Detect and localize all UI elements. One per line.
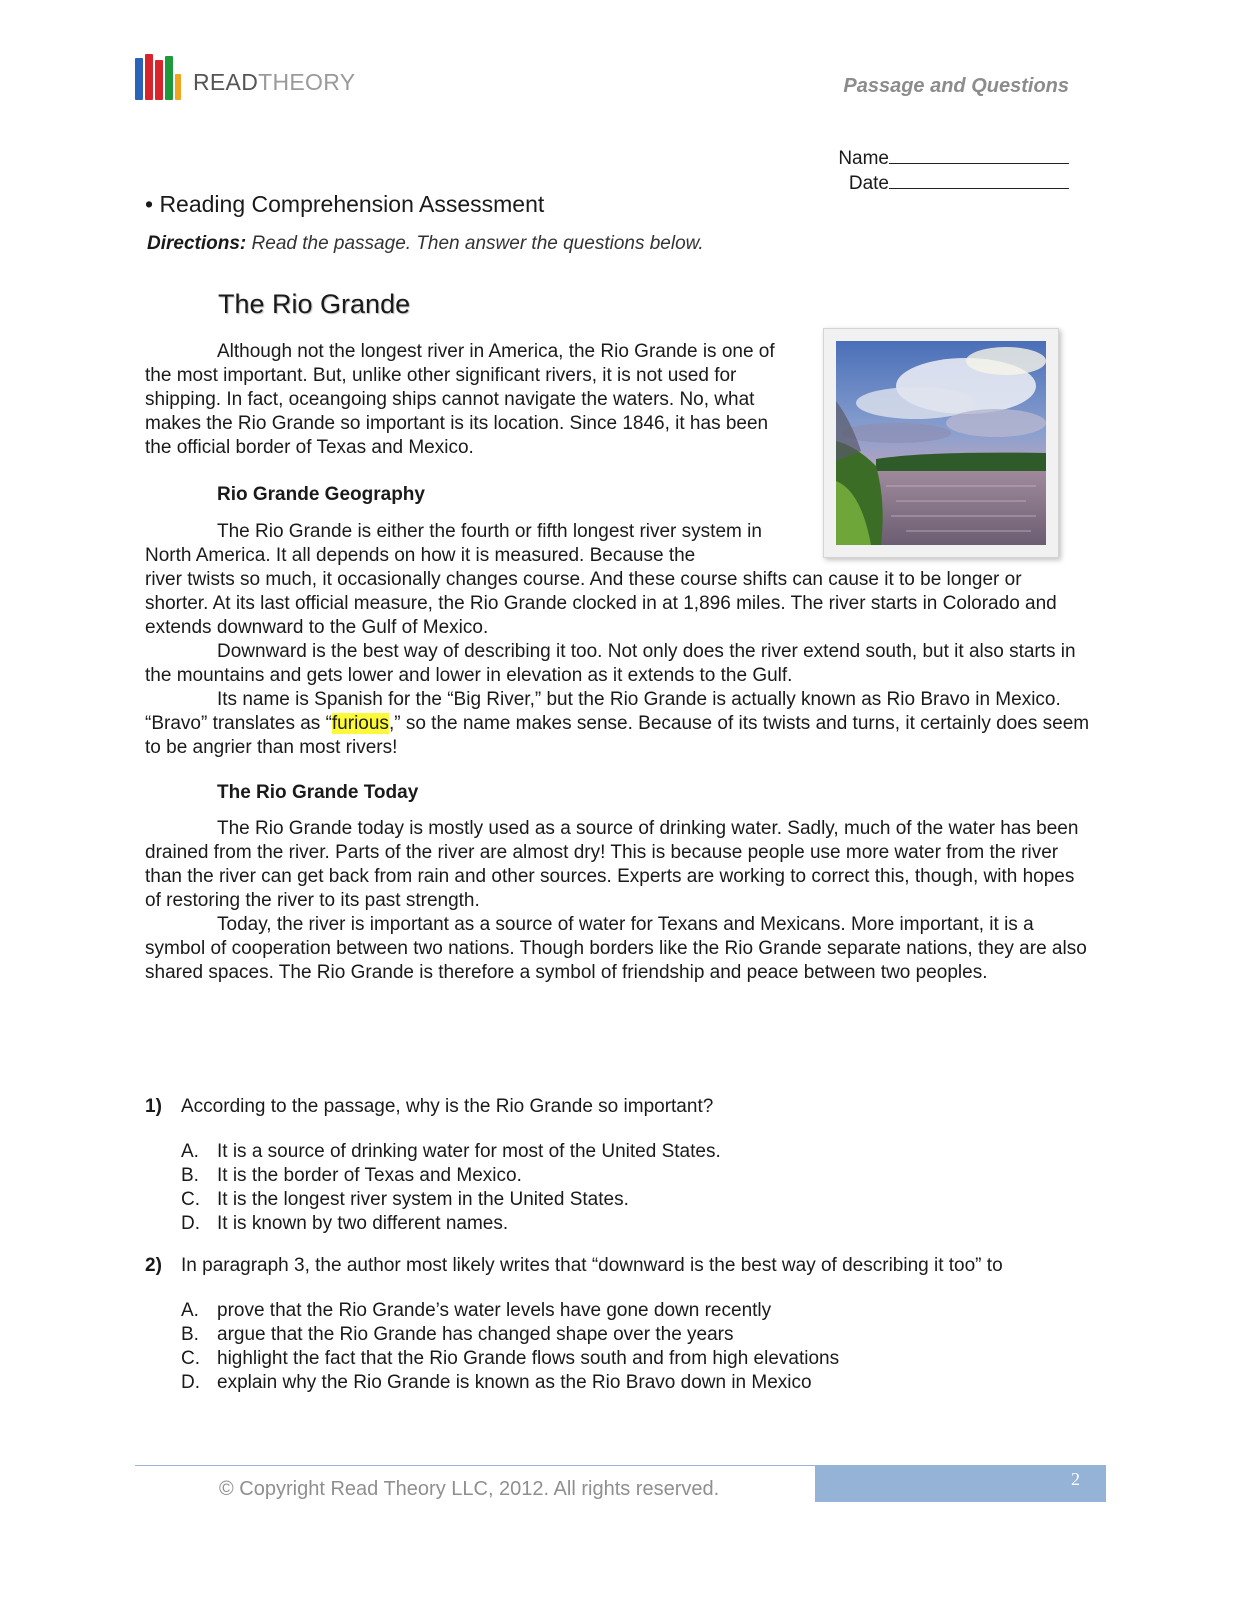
logo-theory: THEORY — [258, 69, 356, 95]
option-text: It is a source of drinking water for most of the United States. — [217, 1141, 721, 1162]
answer-options — [181, 1299, 1105, 1395]
geography-section — [145, 520, 1090, 568]
logo-wordmark — [193, 71, 355, 100]
geo-p3-after: ,” so the name makes sense. Because of its twists and turns, it certainly does seem to be angrier than most rivers! — [145, 713, 1090, 758]
today-paragraph-2: Today, the river is important as a source of water for Texans and Mexicans. More important, it is a symbol of cooperation between two nations. Though borders like the Rio Grande separate nations, they are also shared spaces. The Rio Grande is therefore a symbol of friendship and peace between two peoples. — [145, 914, 1087, 983]
option-text: highlight the fact that the Rio Grande flows south and from high elevations — [217, 1348, 840, 1369]
highlighted-word: furious — [331, 713, 389, 734]
today-paragraph-1: The Rio Grande today is mostly used as a source of drinking water. Sadly, much of the water has been drained from the river. Parts of the river are almost dry! This is because people use more water from the river than the river can get back from rain and other sources. Experts are working to correct this, though, with hopes of restoring the river to its past strength. — [145, 818, 1079, 911]
option-letter: C. — [181, 1348, 200, 1369]
directions-label: Directions: — [147, 233, 247, 254]
option-text: It is known by two different names. — [217, 1213, 509, 1234]
answer-option-d[interactable] — [181, 1212, 1105, 1236]
today-heading: The Rio Grande Today — [217, 782, 419, 803]
date-line[interactable] — [889, 171, 1069, 189]
copyright: © Copyright Read Theory LLC, 2012. All rights reserved. — [219, 1478, 720, 1500]
page-number-box — [815, 1465, 1106, 1502]
date-label: Date — [848, 173, 889, 194]
section-title: • Reading Comprehension Assessment — [145, 191, 545, 217]
answer-options — [181, 1140, 1105, 1236]
geography-paragraph-2: Downward is the best way of describing it too. Not only does the river extend south, but it also starts in the mountains and gets lower and lower in elevation as it extends to the Gulf. — [145, 641, 1076, 686]
option-text: It is the longest river system in the United States. — [217, 1189, 629, 1210]
passage-intro — [145, 340, 785, 460]
today-heading-block — [145, 781, 1090, 805]
geography-paragraph-3 — [145, 688, 1090, 760]
geo-heading-block — [145, 483, 1090, 507]
footer-divider — [135, 1465, 815, 1466]
question-stem: In paragraph 3, the author most likely writes that “downward is the best way of describing it too” to — [181, 1255, 1003, 1276]
option-text: It is the border of Texas and Mexico. — [217, 1165, 522, 1186]
geo-p3-before: Its name is Spanish for the “Big River,” but the Rio Grande is actually known as Rio Bravo in Mexico. “Bravo” translates as “ — [145, 689, 1061, 734]
geography-heading: Rio Grande Geography — [217, 484, 425, 505]
geography-section-cont — [145, 568, 1090, 760]
name-line[interactable] — [889, 146, 1069, 164]
question-2 — [145, 1254, 1105, 1395]
directions — [147, 233, 704, 255]
answer-option-a[interactable] — [181, 1140, 1105, 1164]
page-number: 2 — [1071, 1469, 1080, 1489]
question-stem: According to the passage, why is the Rio Grande so important? — [181, 1096, 714, 1117]
name-date-fields — [838, 146, 1069, 196]
header-title: Passage and Questions — [843, 75, 1069, 97]
question-number: 2) — [145, 1255, 162, 1276]
geography-paragraph-1-start: The Rio Grande is either the fourth or fifth longest river system in North America. It all depends on how it is measured. Because the — [145, 521, 762, 566]
logo-bars-icon — [135, 54, 181, 100]
option-letter: B. — [181, 1324, 199, 1345]
option-letter: B. — [181, 1165, 199, 1186]
option-letter: D. — [181, 1213, 200, 1234]
option-letter: A. — [181, 1141, 199, 1162]
answer-option-b[interactable] — [181, 1164, 1105, 1188]
readtheory-logo — [135, 54, 355, 100]
logo-read: READ — [193, 69, 259, 95]
option-text: argue that the Rio Grande has changed shape over the years — [217, 1324, 734, 1345]
option-letter: A. — [181, 1300, 199, 1321]
option-letter: D. — [181, 1372, 200, 1393]
question-1 — [145, 1095, 1105, 1236]
answer-option-c[interactable] — [181, 1347, 1105, 1371]
today-section — [145, 817, 1090, 985]
geography-paragraph-1-end: river twists so much, it occasionally changes course. And these course shifts can cause it to be longer or shorter. At its last official measure, the Rio Grande clocked in at 1,896 miles. The river starts in Colorado and extends downward to the Gulf of Mexico. — [145, 569, 1057, 638]
date-field[interactable] — [838, 171, 1069, 196]
passage-title: The Rio Grande — [218, 289, 411, 319]
directions-text: Read the passage. Then answer the questions below. — [251, 233, 704, 254]
option-text: explain why the Rio Grande is known as the Rio Bravo down in Mexico — [217, 1372, 812, 1393]
name-label: Name — [838, 148, 889, 169]
name-field[interactable] — [838, 146, 1069, 171]
river-photo — [836, 341, 1046, 545]
answer-option-b[interactable] — [181, 1323, 1105, 1347]
option-text: prove that the Rio Grande’s water levels have gone down recently — [217, 1300, 772, 1321]
question-number: 1) — [145, 1096, 162, 1117]
option-letter: C. — [181, 1189, 200, 1210]
answer-option-a[interactable] — [181, 1299, 1105, 1323]
answer-option-d[interactable] — [181, 1371, 1105, 1395]
intro-paragraph: Although not the longest river in America, the Rio Grande is one of the most important. But, unlike other significant rivers, it is not used for shipping. In fact, oceangoing ships cannot navigate the waters. No, what makes the Rio Grande so important is its location. Since 1846, it has been the official border of Texas and Mexico. — [145, 341, 775, 458]
answer-option-c[interactable] — [181, 1188, 1105, 1212]
